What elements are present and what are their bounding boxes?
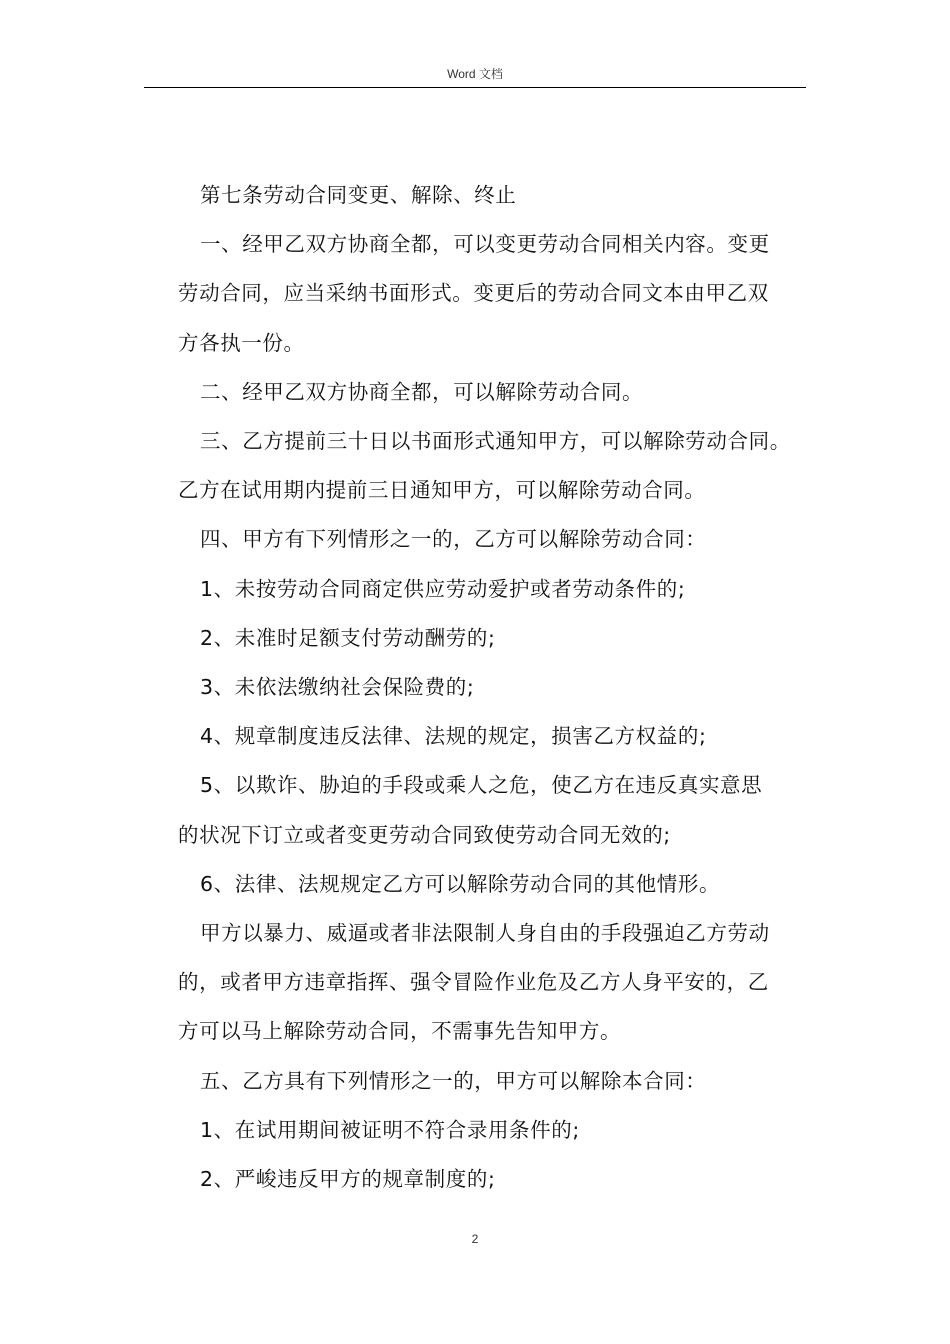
list-item xyxy=(178,614,818,663)
page-number: 2 xyxy=(471,1232,479,1246)
paragraph xyxy=(178,220,818,368)
text-line: 二、经甲乙双方协商全都，可以解除劳动合同。 xyxy=(200,379,644,404)
paragraph xyxy=(178,1057,818,1106)
paragraph xyxy=(178,417,818,515)
page-header: Word 文档 xyxy=(447,67,503,81)
text-line: 4、规章制度违反法律、法规的规定，损害乙方权益的; xyxy=(200,724,707,749)
list-item xyxy=(178,712,818,761)
list-item xyxy=(178,860,818,909)
list-item xyxy=(178,761,818,859)
text-line: 1、在试用期间被证明不符合录用条件的; xyxy=(200,1117,580,1142)
text-line: 四、甲方有下列情形之一的，乙方可以解除劳动合同： xyxy=(200,527,707,552)
list-item xyxy=(178,663,818,712)
text-line: 2、严峻违反甲方的规章制度的; xyxy=(200,1167,496,1192)
text-line: 6、法律、法规规定乙方可以解除劳动合同的其他情形。 xyxy=(200,871,721,896)
text-line: 一、经甲乙双方协商全都，可以变更劳动合同相关内容。变更 xyxy=(200,232,770,257)
text-line: 甲方以暴力、威逼或者非法限制人身自由的手段强迫乙方劳动 xyxy=(200,921,770,946)
text-line: 1、未按劳动合同商定供应劳动爱护或者劳动条件的; xyxy=(200,576,686,601)
header-divider xyxy=(144,87,806,88)
text-line: 五、乙方具有下列情形之一的，甲方可以解除本合同： xyxy=(200,1068,707,1093)
text-line: 三、乙方提前三十日以书面形式通知甲方，可以解除劳动合同。 xyxy=(200,429,791,454)
text-line: 乙方在试用期内提前三日通知甲方，可以解除劳动合同。 xyxy=(178,478,706,503)
paragraph xyxy=(178,909,818,1057)
document-body xyxy=(178,171,818,1204)
list-item xyxy=(178,1155,818,1204)
text-line: 3、未依法缴纳社会保险费的; xyxy=(200,675,475,700)
list-item xyxy=(178,565,818,614)
paragraph xyxy=(178,368,818,417)
text-line: 的状况下订立或者变更劳动合同致使劳动合同无效的; xyxy=(178,822,671,847)
text-line: 的，或者甲方违章指挥、强令冒险作业危及乙方人身平安的，乙 xyxy=(178,970,769,995)
text-line: 5、以欺诈、胁迫的手段或乘人之危，使乙方在违反真实意思 xyxy=(200,773,763,798)
list-item xyxy=(178,1106,818,1155)
text-line: 2、未准时足额支付劳动酬劳的; xyxy=(200,625,496,650)
section-heading xyxy=(178,171,818,220)
paragraph xyxy=(178,515,818,564)
text-line: 劳动合同，应当采纳书面形式。变更后的劳动合同文本由甲乙双 xyxy=(178,281,769,306)
text-line: 方可以马上解除劳动合同，不需事先告知甲方。 xyxy=(178,1019,622,1044)
text-line: 第七条劳动合同变更、解除、终止 xyxy=(200,183,517,207)
text-line: 方各执一份。 xyxy=(178,330,305,355)
